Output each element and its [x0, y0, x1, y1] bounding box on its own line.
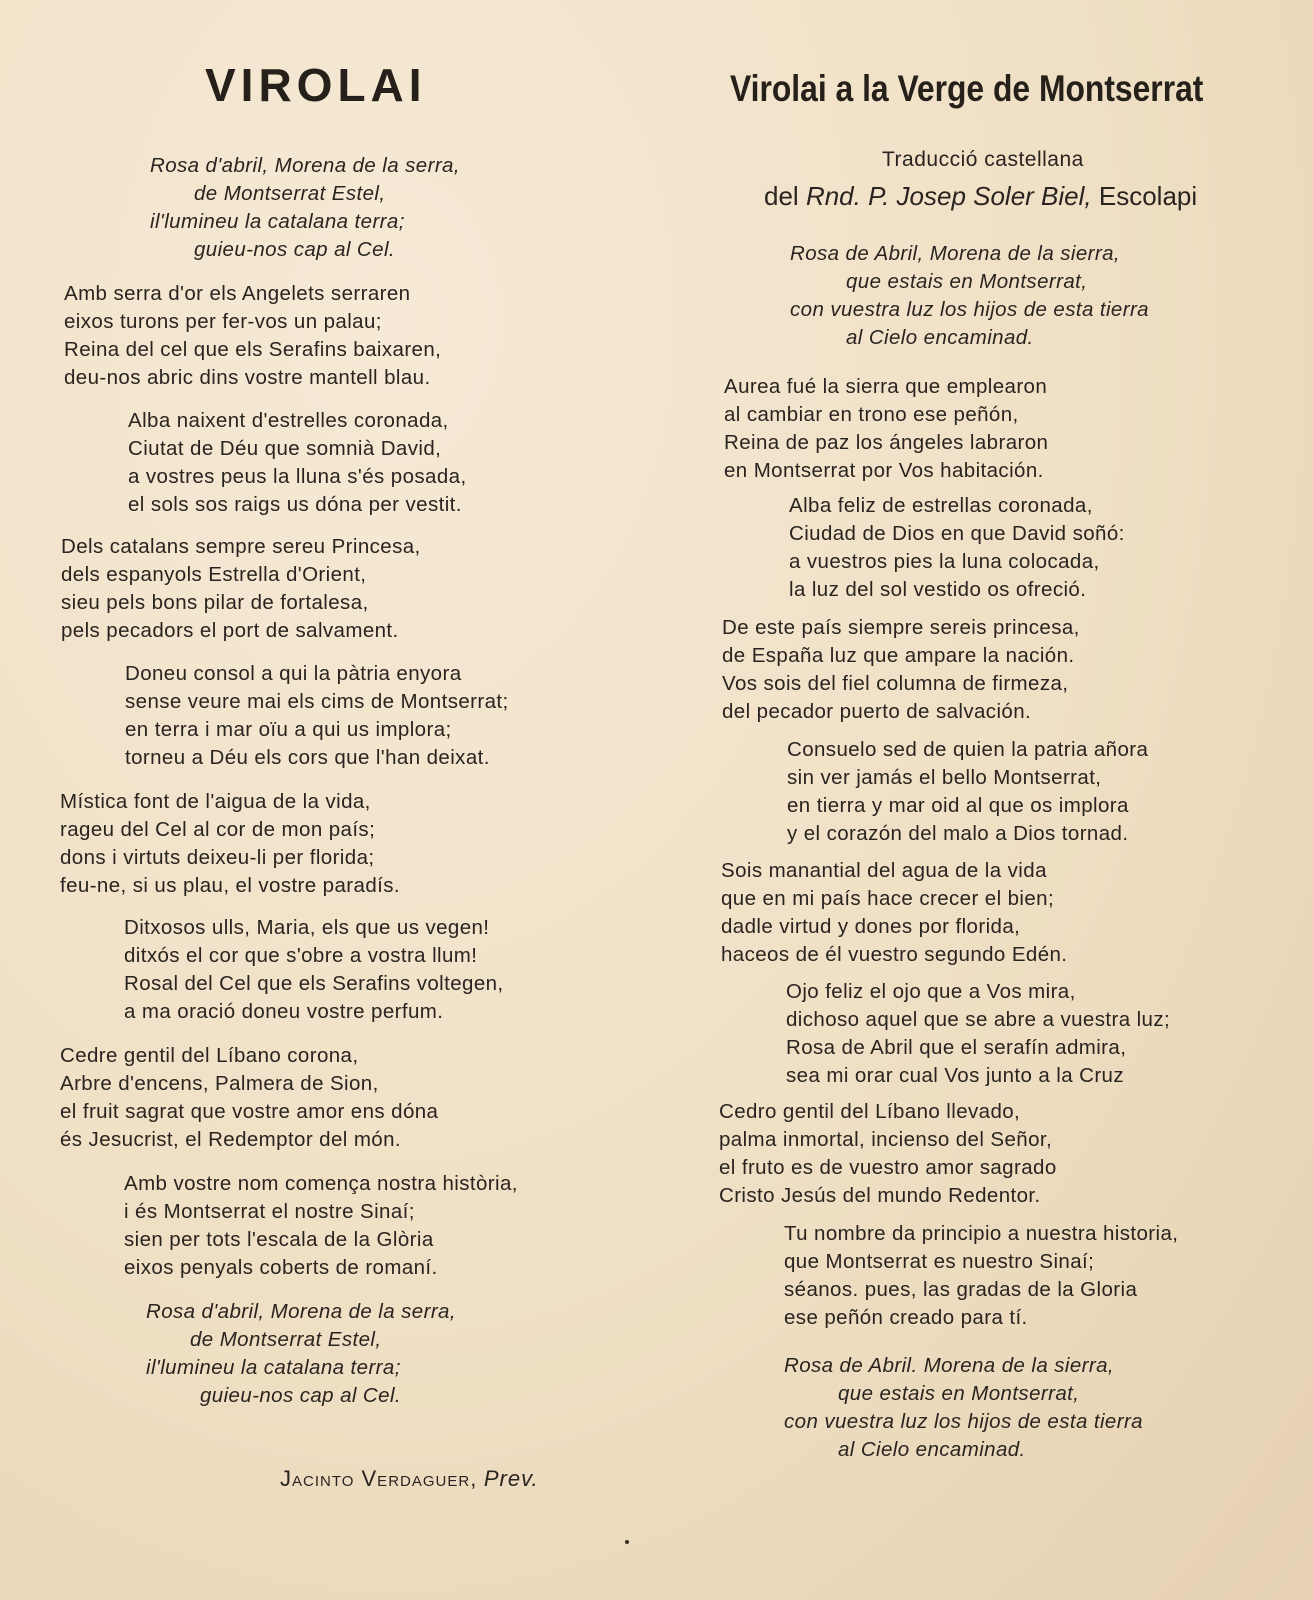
verse-line: eixos penyals coberts de romaní.: [124, 1256, 438, 1279]
spanish-stanza-2: [789, 492, 1125, 604]
verse-line: rageu del Cel al cor de mon país;: [60, 818, 376, 841]
translator-prefix: del: [764, 181, 799, 211]
verse-line: torneu a Déu els cors que l'han deixat.: [125, 746, 490, 769]
verse-line: sien per tots l'escala de la Glòria: [124, 1228, 434, 1251]
author-name: Jacinto Verdaguer,: [280, 1466, 478, 1491]
author-title: Prev.: [483, 1466, 539, 1491]
verse-line: en tierra y mar oid al que os implora: [787, 794, 1129, 817]
verse-line: en terra i mar oïu a qui us implora;: [125, 718, 452, 741]
verse-line: la luz del sol vestido os ofreció.: [789, 578, 1087, 601]
verse-line: és Jesucrist, el Redemptor del món.: [60, 1128, 401, 1151]
verse-line: Rosa de Abril, Morena de la sierra,: [790, 242, 1120, 265]
verse-line: al Cielo encaminad.: [838, 1438, 1026, 1461]
verse-line: el fruit sagrat que vostre amor ens dóna: [60, 1100, 439, 1123]
catalan-stanza-2: [128, 407, 467, 519]
verse-line: Reina de paz los ángeles labraron: [724, 431, 1049, 454]
verse-line: feu-ne, si us plau, el vostre paradís.: [60, 874, 400, 897]
verse-line: dichoso aquel que se abre a vuestra luz;: [786, 1008, 1171, 1031]
verse-line: al cambiar en trono ese peñón,: [724, 403, 1019, 426]
catalan-stanza-7: [60, 1042, 438, 1154]
catalan-stanza-4: [125, 660, 509, 772]
verse-line: Cristo Jesús del mundo Redentor.: [719, 1184, 1041, 1207]
verse-line: que en mi país hace crecer el bien;: [721, 887, 1055, 910]
verse-line: a vuestros pies la luna colocada,: [789, 550, 1100, 573]
verse-line: Sois manantial del agua de la vida: [721, 859, 1047, 882]
verse-line: a vostres peus la lluna s'és posada,: [128, 465, 467, 488]
verse-line: séanos. pues, las gradas de la Gloria: [784, 1278, 1138, 1301]
verse-line: guieu-nos cap al Cel.: [194, 238, 395, 261]
verse-line: de Montserrat Estel,: [194, 182, 386, 205]
verse-line: haceos de él vuestro segundo Edén.: [721, 943, 1068, 966]
verse-line: Rosal del Cel que els Serafins voltegen,: [124, 972, 504, 995]
verse-line: Rosa de Abril. Morena de la sierra,: [784, 1354, 1114, 1377]
verse-line: palma inmortal, incienso del Señor,: [719, 1128, 1053, 1151]
verse-line: il'lumineu la catalana terra;: [146, 1356, 401, 1379]
verse-line: i és Montserrat el nostre Sinaí;: [124, 1200, 415, 1223]
verse-line: que Montserrat es nuestro Sinaí;: [784, 1250, 1095, 1273]
verse-line: sieu pels bons pilar de fortalesa,: [61, 591, 369, 614]
catalan-stanza-6: [124, 914, 504, 1026]
verse-line: Rosa d'abril, Morena de la serra,: [150, 154, 460, 177]
verse-line: Dels catalans sempre sereu Princesa,: [61, 535, 421, 558]
spanish-stanza-6: [786, 978, 1170, 1090]
verse-line: eixos turons per fer-vos un palau;: [64, 310, 382, 333]
verse-line: en Montserrat por Vos habitación.: [724, 459, 1044, 482]
translator-credit: [764, 181, 1197, 212]
spanish-title: Virolai a la Verge de Montserrat: [730, 68, 1204, 109]
verse-line: a ma oració doneu vostre perfum.: [124, 1000, 444, 1023]
verse-line: Tu nombre da principio a nuestra historia,: [784, 1222, 1179, 1245]
verse-line: Vos sois del fiel columna de firmeza,: [722, 672, 1069, 695]
spanish-stanza-4: [787, 736, 1148, 848]
verse-line: que estais en Montserrat,: [846, 270, 1088, 293]
verse-line: ese peñón creado para tí.: [784, 1306, 1028, 1329]
verse-line: ditxós el cor que s'obre a vostra llum!: [124, 944, 478, 967]
catalan-stanza-5: [60, 788, 400, 900]
verse-line: Ditxosos ulls, Maria, els que us vegen!: [124, 916, 490, 939]
spanish-stanza-3: [722, 614, 1080, 726]
verse-line: il'lumineu la catalana terra;: [150, 210, 405, 233]
verse-line: Consuelo sed de quien la patria añora: [787, 738, 1149, 761]
verse-line: dadle virtud y dones por florida,: [721, 915, 1021, 938]
verse-line: De este país siempre sereis princesa,: [722, 616, 1080, 639]
verse-line: Cedre gentil del Líbano corona,: [60, 1044, 359, 1067]
catalan-stanza-8: [124, 1170, 518, 1282]
spanish-stanza-8: [784, 1220, 1178, 1332]
verse-line: Amb serra d'or els Angelets serraren: [64, 282, 411, 305]
verse-line: sense veure mai els cims de Montserrat;: [125, 690, 509, 713]
catalan-stanza-1: [64, 280, 441, 392]
verse-line: Aurea fué la sierra que emplearon: [724, 375, 1048, 398]
verse-line: Rosa de Abril que el serafín admira,: [786, 1036, 1127, 1059]
verse-line: Alba feliz de estrellas coronada,: [789, 494, 1093, 517]
verse-line: Ciudad de Dios en que David soñó:: [789, 522, 1125, 545]
verse-line: Cedro gentil del Líbano llevado,: [719, 1100, 1021, 1123]
author-signature: [280, 1466, 539, 1492]
translator-name: Rnd. P. Josep Soler Biel,: [805, 181, 1092, 211]
translator-order: Escolapi: [1098, 181, 1198, 211]
verse-line: que estais en Montserrat,: [838, 1382, 1080, 1405]
verse-line: Mística font de l'aigua de la vida,: [60, 790, 371, 813]
verse-line: Amb vostre nom comença nostra història,: [124, 1172, 518, 1195]
verse-line: sin ver jamás el bello Montserrat,: [787, 766, 1102, 789]
verse-line: Reina del cel que els Serafins baixaren,: [64, 338, 442, 361]
verse-line: el fruto es de vuestro amor sagrado: [719, 1156, 1057, 1179]
verse-line: con vuestra luz los hijos de esta tierra: [790, 298, 1149, 321]
catalan-refrain-top: [150, 152, 460, 264]
spanish-refrain-bottom: [784, 1352, 1143, 1464]
spanish-stanza-5: [721, 857, 1067, 969]
spanish-stanza-7: [719, 1098, 1057, 1210]
verse-line: Rosa d'abril, Morena de la serra,: [146, 1300, 456, 1323]
catalan-refrain-bottom: [146, 1298, 456, 1410]
verse-line: de Montserrat Estel,: [190, 1328, 382, 1351]
verse-line: Doneu consol a qui la pàtria enyora: [125, 662, 462, 685]
verse-line: con vuestra luz los hijos de esta tierra: [784, 1410, 1143, 1433]
page-speck: [625, 1540, 629, 1544]
spanish-refrain-top: [790, 240, 1149, 352]
verse-line: Ciutat de Déu que somnià David,: [128, 437, 442, 460]
spanish-stanza-1: [724, 373, 1048, 485]
verse-line: guieu-nos cap al Cel.: [200, 1384, 401, 1407]
verse-line: pels pecadors el port de salvament.: [61, 619, 399, 642]
translation-subtitle: Traducció castellana: [882, 148, 1084, 171]
verse-line: Alba naixent d'estrelles coronada,: [128, 409, 449, 432]
catalan-title: VIROLAI: [205, 59, 427, 111]
verse-line: Ojo feliz el ojo que a Vos mira,: [786, 980, 1076, 1003]
verse-line: de España luz que ampare la nación.: [722, 644, 1075, 667]
verse-line: Arbre d'encens, Palmera de Sion,: [60, 1072, 379, 1095]
verse-line: al Cielo encaminad.: [846, 326, 1034, 349]
verse-line: del pecador puerto de salvación.: [722, 700, 1032, 723]
verse-line: dels espanyols Estrella d'Orient,: [61, 563, 367, 586]
verse-line: el sols sos raigs us dóna per vestit.: [128, 493, 462, 516]
verse-line: y el corazón del malo a Dios tornad.: [787, 822, 1129, 845]
verse-line: deu-nos abric dins vostre mantell blau.: [64, 366, 431, 389]
verse-line: dons i virtuts deixeu-li per florida;: [60, 846, 375, 869]
catalan-stanza-3: [61, 533, 421, 645]
verse-line: sea mi orar cual Vos junto a la Cruz: [786, 1064, 1124, 1087]
